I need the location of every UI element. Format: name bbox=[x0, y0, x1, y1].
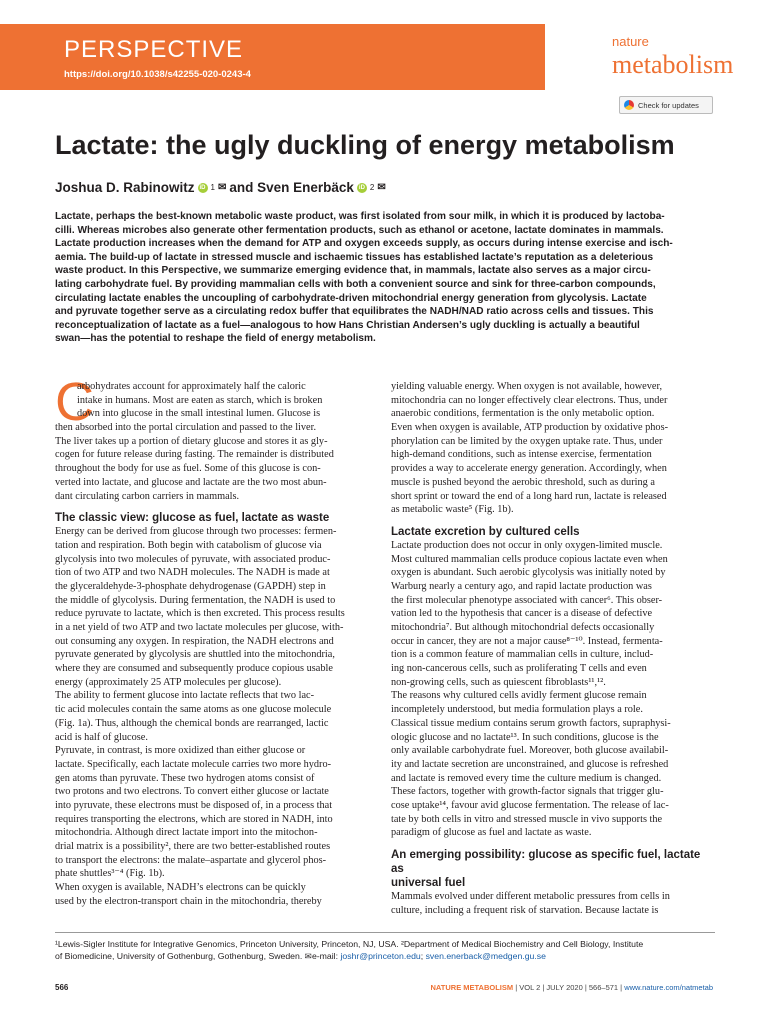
text-line: These factors, together with growth-factor signals that trigger glu- bbox=[391, 786, 664, 798]
author-list bbox=[55, 180, 386, 195]
orcid-icon[interactable]: iD bbox=[199, 184, 206, 191]
abstract-line: circulating lactate enables the uncoupling of carbohydrate-driven mitochondrial energy generation from glycolysis. Lactate bbox=[55, 292, 647, 304]
abstract-line: and pyruvate together serve as a circulating redox buffer that equilibrates the NADH/NAD ratio across cells and tissues. This bbox=[55, 306, 654, 318]
text-line: down into glucose in the small intestinal lumen. Glucose is bbox=[77, 408, 321, 420]
orcid-icon[interactable]: iD bbox=[358, 184, 365, 191]
separator: ; bbox=[420, 951, 426, 961]
text-line: tation and respiration. Both begin with catabolism of glucose via bbox=[55, 539, 322, 551]
text-line: mitochondria⁷. But although mitochondrial defects occasionally bbox=[391, 622, 655, 633]
abstract-line: Lactate production increases when the demand for ATP and oxygen exceeds supply, as occurs during intense exercise and isch- bbox=[55, 238, 673, 250]
text-line: requires transporting the electrons, which are stored in NADH, into bbox=[55, 813, 333, 825]
abstract-line: swan—has the potential to reshape the field of energy metabolism. bbox=[55, 333, 376, 345]
text-line: provides a way to accelerate energy generation. Accordingly, when bbox=[391, 463, 667, 475]
text-line: Warburg nearly a century ago, and rapid lactate production was bbox=[391, 580, 652, 592]
text-line: The ability to ferment glucose into lactate reflects that two lac- bbox=[55, 690, 315, 702]
text-line: arbohydrates account for approximately half the caloric bbox=[77, 381, 306, 392]
affiliation-marker: 2 bbox=[369, 183, 375, 192]
text-line: pyruvate generated by glycolysis are shuttled into the mitochondria, bbox=[55, 649, 335, 661]
text-line: two protons and two electrons. To convert either glucose or lactate bbox=[55, 786, 329, 798]
text-line: ing non-cancerous cells, such as proliferating T cells and even bbox=[391, 663, 647, 675]
intro-paragraph bbox=[55, 372, 377, 503]
text-line: The liver takes up a portion of dietary glucose and stores it as gly- bbox=[55, 435, 328, 447]
abstract-line: cilli. Whereas microbes also generate other fermentation products, such as ethanol or acetone, lactate dominates in mammals. bbox=[55, 224, 664, 236]
text-line: Classical tissue medium contains serum growth factors, supraphysi- bbox=[391, 717, 671, 729]
section-body bbox=[391, 890, 713, 917]
text-line: Most cultured mammalian cells produce copious lactate even when bbox=[391, 553, 668, 565]
crossmark-icon bbox=[624, 100, 634, 110]
text-line: Even when oxygen is available, ATP production by oxidative phos- bbox=[391, 422, 669, 434]
text-line: energy (approximately 25 ATP molecules per glucose). bbox=[55, 676, 282, 688]
section-body bbox=[55, 525, 377, 908]
text-line: and lactate is removed every time the culture medium is changed. bbox=[391, 772, 662, 784]
text-line: lactate. Specifically, each lactate molecule carries two more hydro- bbox=[55, 758, 332, 770]
text-line: tate by both cells in vitro and stressed muscle in vivo supports the bbox=[391, 813, 663, 825]
text-line: where they are consumed and subsequently produce copious usable bbox=[55, 663, 333, 675]
footer-citation bbox=[431, 983, 714, 992]
text-line: Lactate production does not occur in only oxygen-limited muscle. bbox=[391, 539, 663, 551]
text-line: throughout the body for use as fuel. Some of this glucose is con- bbox=[55, 463, 321, 475]
text-line: tic acid molecules contain the same atoms as one glucose molecule bbox=[55, 704, 332, 716]
text-line: (Fig. 1a). Thus, although the chemical bonds are rearranged, lactic bbox=[55, 717, 329, 729]
section-heading bbox=[391, 848, 713, 890]
abstract bbox=[55, 210, 715, 346]
text-line: culture, including a frequent risk of starvation. Because lactate is bbox=[391, 904, 659, 916]
doi-link[interactable]: https://doi.org/10.1038/s42255-020-0243-4 bbox=[64, 69, 251, 80]
text-line: mitochondria. Although direct lactate import into the mitochon- bbox=[55, 827, 318, 839]
text-line: muscle is pushed beyond the aerobic threshold, such as during a bbox=[391, 476, 655, 488]
article-title: Lactate: the ugly duckling of energy metabolism bbox=[55, 130, 675, 160]
abstract-line: Lactate, perhaps the best-known metabolic waste product, was first isolated from sour milk, in which it is produced by lactoba- bbox=[55, 211, 665, 222]
text-line: drial matrix is a possibility², there are two better-established routes bbox=[55, 841, 331, 852]
text-line: glycolysis into two molecules of pyruvate, with associated produc- bbox=[55, 553, 331, 565]
text-line: The reasons why cultured cells avidly ferment glucose remain bbox=[391, 690, 647, 702]
body-column-right bbox=[391, 380, 713, 917]
journal-logo-small: nature bbox=[612, 34, 649, 49]
text-line: reduce pyruvate to lactate, which is then excreted. This process results bbox=[55, 608, 345, 620]
text-line: intake in humans. Most are eaten as starch, which is broken bbox=[77, 394, 323, 406]
footer-issue: | VOL 2 | JULY 2020 | 566–571 | bbox=[513, 983, 625, 992]
text-line: cogen for future release during fasting. The remainder is distributed bbox=[55, 449, 334, 461]
text-line: tion is a common feature of mammalian cells in culture, includ- bbox=[391, 649, 654, 661]
abstract-line: reconceptualization of lactate as a fuel—analogous to how Hans Christian Andersen’s ugly duckling is actually a beautiful bbox=[55, 319, 640, 331]
footnote-divider bbox=[55, 932, 715, 933]
envelope-icon[interactable]: ✉ bbox=[217, 182, 227, 193]
section-heading: The classic view: glucose as fuel, lactate as waste bbox=[55, 512, 330, 525]
text-line: to transport the electrons: the malate–aspartate and glycerol phos- bbox=[55, 854, 327, 866]
text-line: gen atoms than pyruvate. These two hydrogen atoms consist of bbox=[55, 772, 315, 784]
text-line: paradigm of glucose as fuel and lactate as waste. bbox=[391, 827, 592, 839]
abstract-line: waste product. In this Perspective, we summarize emerging evidence that, in mammals, lactate also serves as a major circu- bbox=[55, 265, 651, 277]
text-line: ity and lactate secretion are unconstrained, and glucose is refreshed bbox=[391, 758, 669, 770]
text-line: as metabolic waste⁵ (Fig. 1b). bbox=[391, 504, 514, 516]
text-line: oxygen is abundant. Such aerobic glycolysis was initially noted by bbox=[391, 567, 666, 579]
section-heading: Lactate excretion by cultured cells bbox=[391, 525, 580, 538]
text-line: anaerobic conditions, fermentation is the only metabolic option. bbox=[391, 408, 655, 420]
paragraph-continued bbox=[391, 380, 713, 517]
text-line: the glyceraldehyde-3-phosphate dehydrogenase (GAPDH) step in bbox=[55, 580, 326, 592]
text-line: in a net yield of two ATP and two lactate molecules per glucose, with- bbox=[55, 622, 344, 633]
author-name[interactable]: and Sven Enerbäck bbox=[229, 180, 354, 195]
section-heading-line: universal fuel bbox=[391, 877, 466, 889]
text-line: mitochondria can no longer effectively clear electrons. Thus, under bbox=[391, 394, 668, 406]
text-line: used by the electron-transport chain in the mitochondria, thereby bbox=[55, 895, 322, 907]
text-line: phorylation can be limited by the oxygen uptake rate. Thus, under bbox=[391, 435, 663, 447]
text-line: into pyruvate, these electrons must be disposed of, in a process that bbox=[55, 799, 333, 811]
email-link[interactable]: joshr@princeton.edu bbox=[340, 951, 421, 961]
article-type-label: PERSPECTIVE bbox=[64, 36, 244, 63]
text-line: acid is half of glucose. bbox=[55, 731, 148, 743]
body-column-left bbox=[55, 372, 377, 908]
text-line: yielding valuable energy. When oxygen is not available, however, bbox=[391, 381, 663, 392]
text-line: out consuming any oxygen. In respiration, the NADH electrons and bbox=[55, 635, 334, 647]
text-line: Mammals evolved under different metabolic pressures from cells in bbox=[391, 891, 670, 902]
abstract-line: lating carbohydrate fuel. By providing mammalian cells with both a convenient source and sink for three-carbon compounds, bbox=[55, 278, 656, 290]
text-line: the middle of glycolysis. During fermentation, the NADH is used to bbox=[55, 594, 336, 606]
text-line: dant circulating carbon carriers in mammals. bbox=[55, 490, 240, 502]
footer-journal: NATURE METABOLISM bbox=[430, 983, 514, 992]
text-line: only available carbohydrate fuel. Moreover, both glucose availabil- bbox=[391, 745, 669, 757]
email-link[interactable]: sven.enerback@medgen.gu.se bbox=[425, 951, 546, 961]
text-line: high-demand conditions, such as intense exercise, fermentation bbox=[391, 449, 652, 461]
affiliations-footnote bbox=[55, 938, 715, 962]
text-line: incompletely understood, but media formulation plays a role. bbox=[391, 704, 643, 716]
page-number: 566 bbox=[55, 983, 69, 992]
author-name[interactable]: Joshua D. Rabinowitz bbox=[55, 180, 195, 195]
text-line: the first molecular phenotype associated with cancer⁶. This obser- bbox=[391, 594, 663, 606]
affiliation-text: ¹Lewis-Sigler Institute for Integrative Genomics, Princeton University, Princeton, NJ, USA. ²Department of Medical Biochemistry and Cell Biology, Institute bbox=[55, 939, 644, 949]
text-line: then absorbed into the portal circulation and passed to the liver. bbox=[55, 422, 317, 434]
journal-logo-main: metabolism bbox=[612, 50, 734, 79]
text-line: vation led to the hypothesis that cancer is a disease of defective bbox=[391, 608, 653, 620]
drop-cap: C bbox=[55, 372, 94, 432]
check-for-updates-button[interactable] bbox=[619, 96, 713, 114]
text-line: cose uptake¹⁴, favour avid glucose fermentation. The release of lac- bbox=[391, 799, 669, 811]
text-line: tion of two ATP and two NADH molecules. The NADH is made at bbox=[55, 567, 330, 579]
text-line: verted into lactate, and glucose and lactate are the two most abun- bbox=[55, 476, 327, 488]
affiliation-marker: 1 bbox=[210, 183, 215, 192]
section-heading-line: An emerging possibility: glucose as specific fuel, lactate as bbox=[391, 849, 701, 875]
text-line: Energy can be derived from glucose through two processes: fermen- bbox=[55, 526, 337, 538]
check-for-updates-label: Check for updates bbox=[638, 100, 699, 110]
text-line: non-growing cells, such as quiescent fibroblasts¹¹,¹². bbox=[391, 676, 606, 688]
text-line: short sprint or toward the end of a long hard run, lactate is released bbox=[391, 490, 667, 502]
text-line: phate shuttles³⁻⁴ (Fig. 1b). bbox=[55, 868, 165, 880]
text-line: Pyruvate, in contrast, is more oxidized than either glucose or bbox=[55, 745, 306, 757]
affiliation-text: of Biomedicine, University of Gothenburg, Gothenburg, Sweden. ✉e-mail: bbox=[55, 951, 341, 961]
abstract-line: aemia. The build-up of lactate in stressed muscle and ischaemic tissues has established lactate’s reputation as a deleterious bbox=[55, 251, 654, 263]
text-line: occur in cancer, they are not a major cause⁸⁻¹⁰. Instead, fermenta- bbox=[391, 635, 663, 647]
section-body bbox=[391, 539, 713, 840]
footer-url[interactable]: www.nature.com/natmetab bbox=[624, 983, 713, 992]
text-line: ologic glucose and no lactate¹³. In such conditions, glucose is the bbox=[391, 731, 659, 743]
text-line: When oxygen is available, NADH’s electrons can be quickly bbox=[55, 882, 306, 894]
envelope-icon[interactable]: ✉ bbox=[377, 182, 386, 193]
